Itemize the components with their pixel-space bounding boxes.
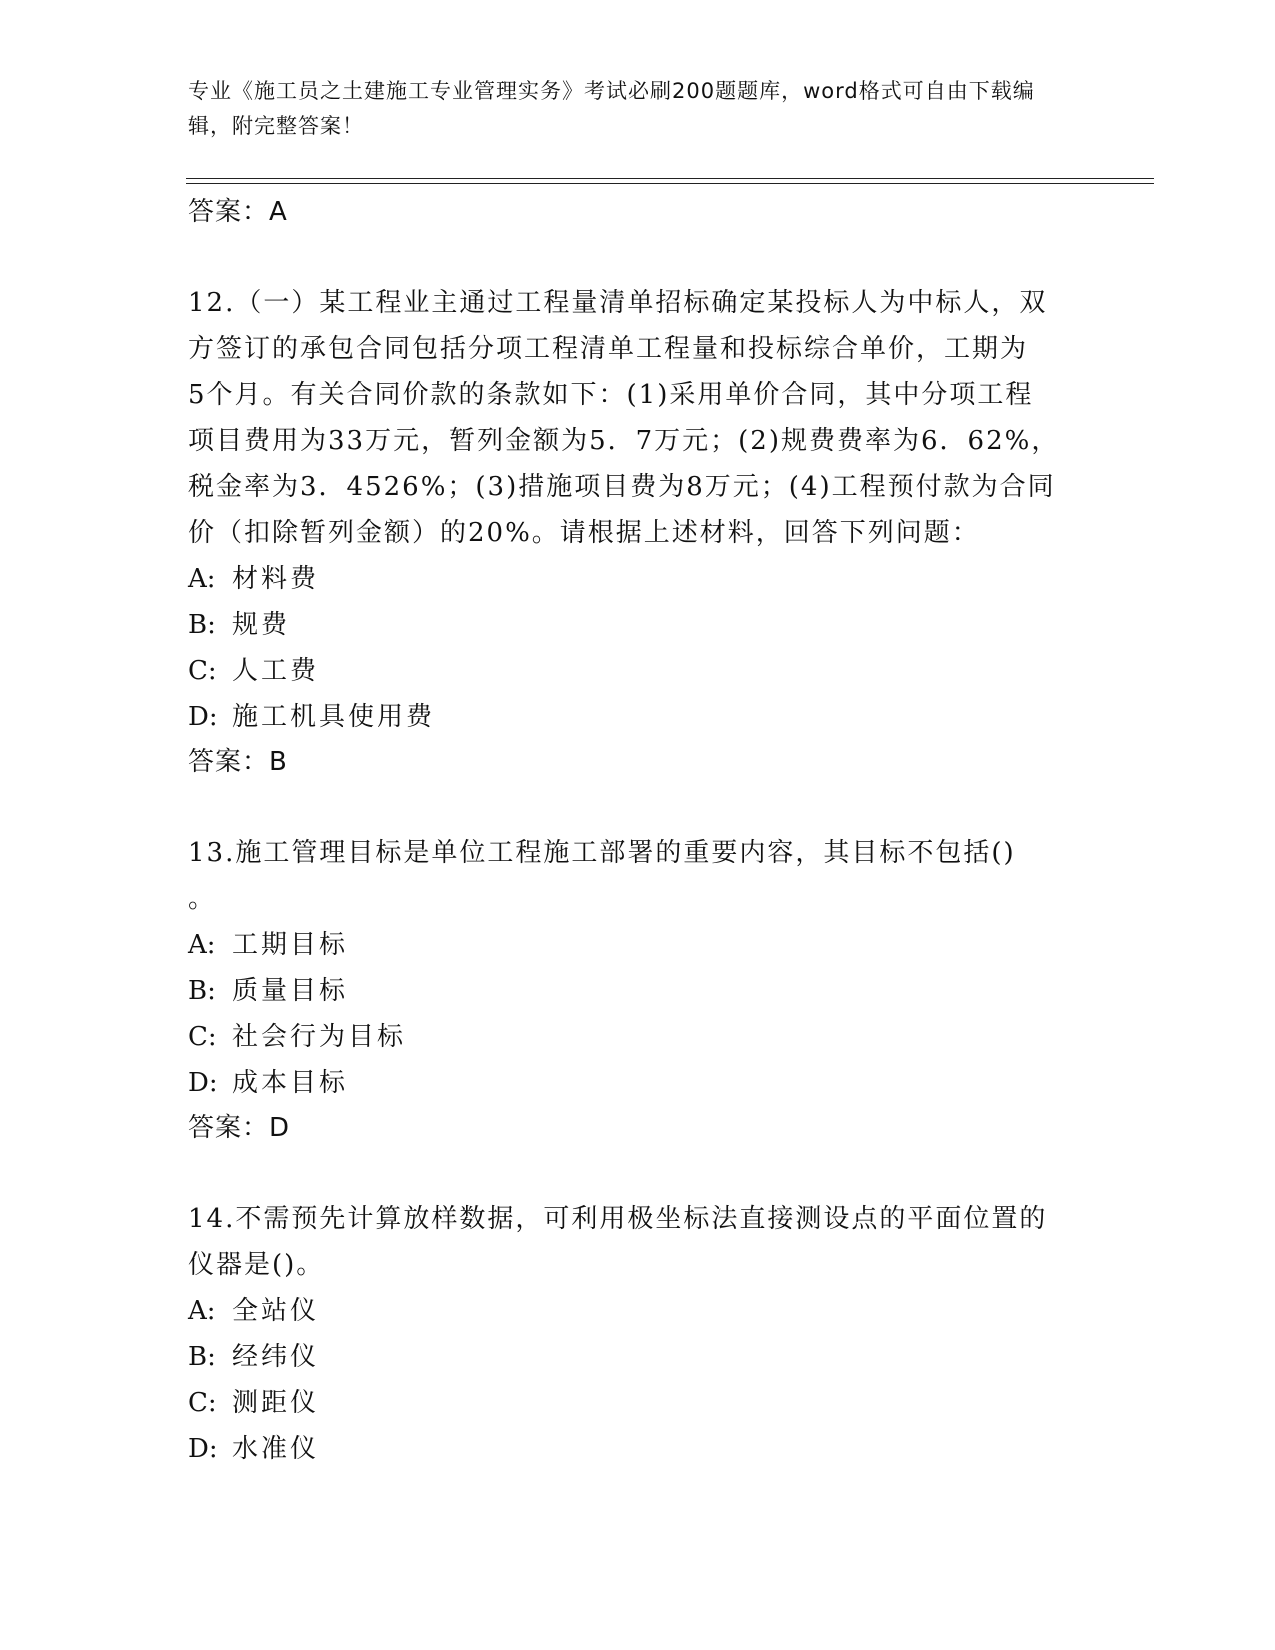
option-text: 水准仪 — [232, 1434, 320, 1464]
question-line: 价（扣除暂列金额）的20%。请根据上述材料，回答下列问题： — [188, 518, 980, 548]
option-text: 测距仪 — [232, 1388, 320, 1418]
option-text: 全站仪 — [232, 1296, 320, 1326]
option-letter: A: — [188, 930, 216, 960]
question-line: 方签订的承包合同包括分项工程清单工程量和投标综合单价，工期为 — [188, 334, 1029, 364]
option-a — [188, 556, 1088, 602]
question-line: 12.（一）某工程业主通过工程量清单招标确定某投标人为中标人，双 — [188, 288, 1048, 318]
question-line: 14.不需预先计算放样数据，可利用极坐标法直接测设点的平面位置的 — [188, 1204, 1048, 1234]
option-letter: A: — [188, 564, 216, 594]
option-text: 社会行为目标 — [232, 1022, 407, 1052]
question-line: 13.施工管理目标是单位工程施工部署的重要内容，其目标不包括() — [188, 838, 1016, 868]
question-line: 。 — [188, 884, 217, 914]
option-letter: C: — [188, 656, 217, 686]
option-letter: B: — [188, 610, 216, 640]
answer-line: 答案：D — [188, 1113, 291, 1143]
option-text: 经纬仪 — [232, 1342, 320, 1372]
option-letter: D: — [188, 1434, 218, 1464]
option-c — [188, 1380, 1088, 1426]
question-block — [188, 1196, 1088, 1472]
option-d — [188, 1426, 1088, 1472]
option-b — [188, 968, 1088, 1014]
option-b — [188, 602, 1088, 648]
option-letter: B: — [188, 1342, 216, 1372]
option-text: 工期目标 — [232, 930, 349, 960]
option-a — [188, 922, 1088, 968]
question-line: 项目费用为33万元，暂列金额为5．7万元；(2)规费费率为6．62%， — [188, 426, 1060, 456]
question-line: 税金率为3．4526%；(3)措施项目费为8万元；(4)工程预付款为合同 — [188, 472, 1056, 502]
header-divider-line-second — [186, 183, 1154, 184]
option-c — [188, 648, 1088, 694]
option-letter: C: — [188, 1022, 217, 1052]
option-text: 施工机具使用费 — [232, 702, 436, 732]
option-letter: D: — [188, 1068, 218, 1098]
option-c — [188, 1014, 1088, 1060]
option-letter: B: — [188, 976, 216, 1006]
option-text: 质量目标 — [232, 976, 349, 1006]
answer-line: 答案：A — [188, 197, 288, 227]
header-divider-line — [186, 178, 1154, 179]
option-text: 规费 — [232, 610, 291, 640]
document-header: 专业《施工员之土建施工专业管理实务》考试必刷200题题库，word格式可自由下载编辑，附完整答案！ — [188, 79, 1035, 138]
option-letter: D: — [188, 702, 218, 732]
option-letter: A: — [188, 1296, 216, 1326]
question-block — [188, 830, 1088, 1150]
option-d — [188, 694, 1088, 740]
option-text: 材料费 — [232, 564, 320, 594]
question-block — [188, 280, 1088, 784]
document-body — [188, 190, 1088, 1472]
question-line: 5个月。有关合同价款的条款如下：(1)采用单价合同，其中分项工程 — [188, 380, 1034, 410]
option-b — [188, 1334, 1088, 1380]
option-a — [188, 1288, 1088, 1334]
option-text: 人工费 — [232, 656, 320, 686]
option-text: 成本目标 — [232, 1068, 349, 1098]
question-line: 仪器是()。 — [188, 1250, 325, 1280]
option-d — [188, 1060, 1088, 1106]
answer-line: 答案：B — [188, 747, 288, 777]
option-letter: C: — [188, 1388, 217, 1418]
